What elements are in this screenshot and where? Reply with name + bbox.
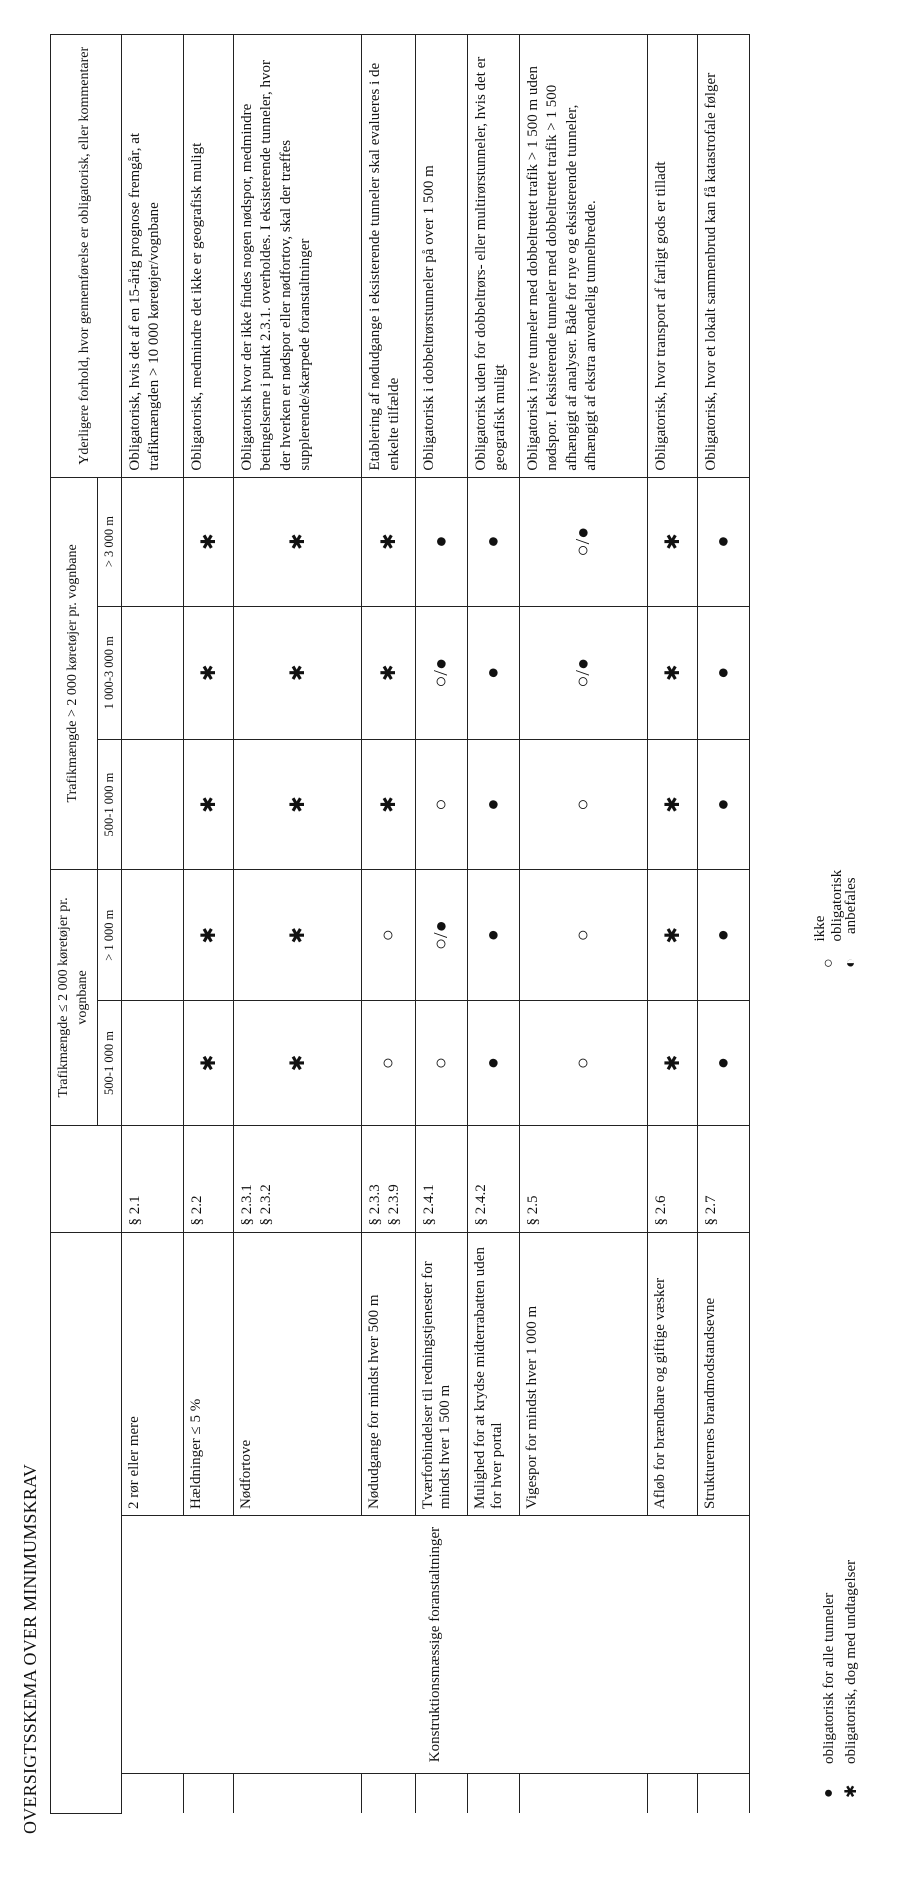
symbol-cell xyxy=(121,1001,183,1126)
header-notes: Yderligere forhold, hvor gennemførelse er obligatorisk, eller kommentarer xyxy=(51,35,122,478)
measure-cell: Nødudgange for mindst hver 500 m xyxy=(361,1232,415,1516)
symbol-cell: ✱ xyxy=(233,1001,361,1126)
open-circle-icon: ○ xyxy=(820,958,837,968)
section-cell xyxy=(183,1125,233,1232)
legend-text: ikke obligatorisk xyxy=(812,869,845,942)
legend xyxy=(812,869,862,1798)
header-row-top xyxy=(51,35,98,1814)
table-row xyxy=(121,35,183,1814)
section-cell xyxy=(415,1125,467,1232)
header-group-high-traffic: Trafikmængde > 2 000 køretøjer pr. vognbane xyxy=(51,477,98,869)
header-length: 500-1 000 m xyxy=(97,740,121,870)
section-ref: § 2.3.9 xyxy=(386,1184,403,1226)
symbol-cell: ✱ xyxy=(361,477,415,606)
section-cell xyxy=(647,1125,697,1232)
section-ref: § 2.6 xyxy=(652,1195,669,1226)
note-cell: Obligatorisk i dobbeltrørstunneler på over 1 500 m xyxy=(415,35,467,478)
section-ref: § 2.4.2 xyxy=(472,1184,489,1226)
symbol-cell: ○ xyxy=(519,740,647,870)
header-blank xyxy=(51,1232,122,1813)
section-ref: § 2.7 xyxy=(702,1195,719,1226)
note-cell: Obligatorisk i nye tunneler med dobbeltrettet trafik > 1 500 m uden nødspor. I eksisterende tunneler med dobbeltrettet trafik > 1 500 afhængigt af analyser. Både for nye og eksisterende tunneler, afhængigt af ekstra anvendelig tunnelbredde. xyxy=(519,35,647,478)
symbol-cell: ● xyxy=(467,740,519,870)
note-cell: Obligatorisk, hvis det af en 15-årig prognose fremgår, at trafikmængden > 10 000 køretøjer/vognbane xyxy=(121,35,183,478)
page-title: OVERSIGTSSKEMA OVER MINIMUMSKRAV xyxy=(20,1463,40,1834)
header-length: > 1 000 m xyxy=(97,870,121,1001)
symbol-cell: ● xyxy=(467,870,519,1001)
margin-cell xyxy=(415,1773,467,1813)
margin-cell xyxy=(519,1773,647,1813)
symbol-cell: ✱ xyxy=(183,870,233,1001)
symbol-cell: ✱ xyxy=(233,606,361,739)
symbol-cell: ✱ xyxy=(647,477,697,606)
margin-cell xyxy=(121,1773,183,1813)
section-cell xyxy=(467,1125,519,1232)
measure-cell: Hældninger ≤ 5 % xyxy=(183,1232,233,1516)
category-cell: Konstruktionsmæssige foranstaltninger xyxy=(121,1516,749,1774)
section-ref: § 2.2 xyxy=(188,1195,205,1226)
margin-cell xyxy=(647,1773,697,1813)
symbol-cell: ● xyxy=(697,606,749,739)
section-ref: § 2.3.3 xyxy=(366,1184,383,1226)
legend-text: obligatorisk for alle tunneler xyxy=(820,1592,837,1764)
margin-cell xyxy=(361,1773,415,1813)
measure-cell: Strukturernes brandmodstandsevne xyxy=(697,1232,749,1516)
filled-dot-icon: ● xyxy=(820,1788,837,1798)
measure-cell: Nødfortove xyxy=(233,1232,361,1516)
symbol-cell xyxy=(121,477,183,606)
symbol-cell: ✱ xyxy=(233,477,361,606)
symbol-cell: ○/● xyxy=(519,477,647,606)
note-cell: Obligatorisk, medmindre det ikke er geografisk muligt xyxy=(183,35,233,478)
note-cell: Obligatorisk hvor der ikke findes nogen nødspor, medmindre betingelserne i punkt 2.3.1. overholdes. I eksisterende tunneler, hvor der hverken er nødspor eller nødfortov, skal der træffes supplerende/skærpede foranstaltninger xyxy=(233,35,361,478)
legend-item xyxy=(812,862,845,968)
symbol-cell: ✱ xyxy=(233,740,361,870)
note-cell: Obligatorisk uden for dobbeltrørs- eller multirørstunneler, hvis det er geografisk muligt xyxy=(467,35,519,478)
symbol-cell: ✱ xyxy=(183,477,233,606)
symbol-cell: ✱ xyxy=(647,870,697,1001)
legend-column-2 xyxy=(812,862,862,968)
measure-cell: Vigespor for mindst hver 1 000 m xyxy=(519,1232,647,1516)
symbol-cell: ○ xyxy=(519,870,647,1001)
section-cell xyxy=(121,1125,183,1232)
table-body xyxy=(121,35,749,1814)
symbol-cell: ○ xyxy=(519,1001,647,1126)
symbol-cell: ● xyxy=(415,477,467,606)
symbol-cell: ✱ xyxy=(647,1001,697,1126)
symbol-cell xyxy=(121,740,183,870)
measure-cell: Mulighed for at krydse midterrabatten uden for hver portal xyxy=(467,1232,519,1516)
section-cell xyxy=(519,1125,647,1232)
note-cell: Obligatorisk, hvor transport af farligt gods er tilladt xyxy=(647,35,697,478)
section-ref: § 2.4.1 xyxy=(420,1184,437,1226)
symbol-cell: ● xyxy=(467,1001,519,1126)
legend-item xyxy=(840,1560,862,1798)
measure-cell: 2 rør eller mere xyxy=(121,1232,183,1516)
symbol-cell: ✱ xyxy=(647,606,697,739)
symbol-cell: ● xyxy=(697,1001,749,1126)
section-ref: § 2.5 xyxy=(524,1195,541,1226)
symbol-cell: ● xyxy=(697,740,749,870)
symbol-cell: ● xyxy=(467,477,519,606)
symbol-cell: ✱ xyxy=(183,606,233,739)
legend-text: obligatorisk, dog med undtagelser xyxy=(842,1559,859,1764)
header-section-blank xyxy=(51,1125,122,1232)
section-cell xyxy=(233,1125,361,1232)
symbol-cell: ✱ xyxy=(183,740,233,870)
margin-cell xyxy=(233,1773,361,1813)
symbol-cell: ● xyxy=(697,870,749,1001)
margin-cell xyxy=(697,1773,749,1813)
section-ref: § 2.3.1 xyxy=(238,1184,255,1226)
legend-text: anbefales xyxy=(842,877,859,934)
note-cell: Etablering af nødudgange i eksisterende tunneler skal evalueres i de enkelte tilfælde xyxy=(361,35,415,478)
section-cell xyxy=(361,1125,415,1232)
symbol-cell: ✱ xyxy=(647,740,697,870)
symbol-cell: ✱ xyxy=(183,1001,233,1126)
measure-cell: Afløb for brændbare og giftige væsker xyxy=(647,1232,697,1516)
margin-cell xyxy=(467,1773,519,1813)
symbol-cell xyxy=(121,606,183,739)
symbol-cell: ○ xyxy=(415,1001,467,1126)
symbol-cell: ○ xyxy=(361,870,415,1001)
header-length: 500-1 000 m xyxy=(97,1001,121,1126)
symbol-cell xyxy=(121,870,183,1001)
symbol-cell: ○ xyxy=(415,740,467,870)
note-cell: Obligatorisk, hvor et lokalt sammenbrud kan få katastrofale følger xyxy=(697,35,749,478)
half-circle-icon: ◐ xyxy=(842,958,859,968)
measure-cell: Tværforbindelser til redningstjenester for mindst hver 1 500 m xyxy=(415,1232,467,1516)
symbol-cell: ● xyxy=(697,477,749,606)
asterisk-icon: ✱ xyxy=(843,1784,860,1798)
header-group-low-traffic: Trafikmængde ≤ 2 000 køretøjer pr. vognbane xyxy=(51,870,98,1126)
section-ref: § 2.3.2 xyxy=(258,1184,275,1226)
legend-item xyxy=(818,1560,840,1798)
legend-item xyxy=(840,862,862,968)
requirements-table xyxy=(50,34,750,1814)
header-length: 1 000-3 000 m xyxy=(97,606,121,739)
symbol-cell: ○/● xyxy=(415,606,467,739)
header-length: > 3 000 m xyxy=(97,477,121,606)
symbol-cell: ○/● xyxy=(415,870,467,1001)
symbol-cell: ✱ xyxy=(361,740,415,870)
section-cell xyxy=(697,1125,749,1232)
margin-cell xyxy=(183,1773,233,1813)
section-ref: § 2.1 xyxy=(126,1195,143,1226)
symbol-cell: ○/● xyxy=(519,606,647,739)
symbol-cell: ✱ xyxy=(233,870,361,1001)
symbol-cell: ✱ xyxy=(361,606,415,739)
symbol-cell: ● xyxy=(467,606,519,739)
symbol-cell: ○ xyxy=(361,1001,415,1126)
